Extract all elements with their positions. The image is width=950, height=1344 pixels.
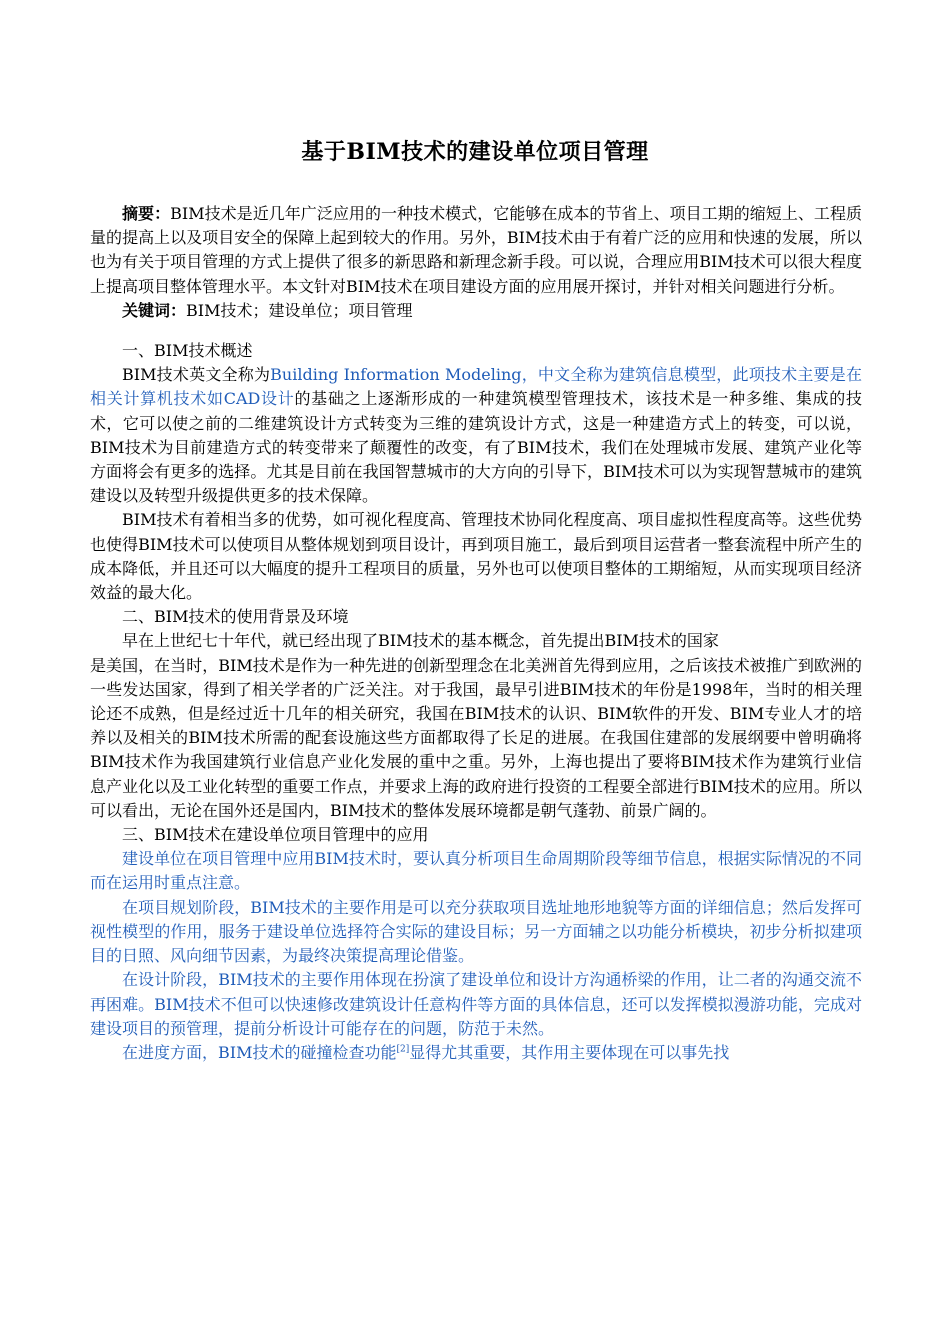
document-title: 基于BIM技术的建设单位项目管理 <box>301 139 649 165</box>
keywords-label: 关键词： <box>122 300 187 320</box>
section-1-paragraph-1 <box>90 363 862 508</box>
keywords-paragraph <box>90 299 862 323</box>
abstract-label: 摘要： <box>122 204 171 223</box>
abstract-text: BIM技术是近几年广泛应用的一种技术模式，它能够在成本的节省上、项目工期的缩短上、工程质量的提高上以及项目安全的保障上起到较大的作用。另外，BIM技术由于有着广泛的应用和快速的发展，所以也为有关于项目管理的方式上提供了很多的新思路和新理念新手段。可以说，合理应用BIM技术可以很大程度上提高项目整体管理水平。本文针对BIM技术在项目建设方面的应用展开探讨，并针对相关问题进行分析。 <box>90 204 862 296</box>
section-3-paragraph-2: 在项目规划阶段，BIM技术的主要作用是可以充分获取项目选址地形地貌等方面的详细信息；然后发挥可视性模型的作用，服务于建设单位选择符合实际的建设目标；另一方面辅之以功能分析模块，初步分析拟建项目的日照、风向细节因素，为最终决策提高理论借鉴。 <box>90 897 862 966</box>
section-3-paragraph-1: 建设单位在项目管理中应用BIM技术时，要认真分析项目生命周期阶段等细节信息，根据实际情况的不同而在运用时重点注意。 <box>90 849 862 893</box>
section-1-p1-pre: BIM技术英文全称为 <box>122 365 271 385</box>
section-1-p1-blue-text: Building Information Modeling，中文全称为建筑信息模型，此项技术主要是在相关计算机技术如CAD设计 <box>90 365 862 409</box>
section-1-heading: 一、BIM技术概述 <box>122 341 253 361</box>
section-3-p4-post: 显得尤其重要，其作用主要体现在可以事先找 <box>409 1042 730 1062</box>
section-3-heading: 三、BIM技术在建设单位项目管理中的应用 <box>122 825 429 845</box>
section-2-paragraph-1-rest: 是美国，在当时，BIM技术是作为一种先进的创新型理念在北美洲首先得到应用，之后该技术被推广到欧洲的一些发达国家，得到了相关学者的广泛关注。对于我国，最早引进BIM技术的年份是1998年，当时的相关理论还不成熟，但是经过近十几年的相关研究，我国在BIM技术的认识、BIM软件的开发、BIM专业人才的培养以及相关的BIM技术所需的配套设施这些方面都取得了长足的进展。在我国住建部的发展纲要中曾明确将BIM技术作为我国建筑行业信息产业化发展的重中之重。另外，上海也提出了要将BIM技术作为建筑行业信息产业化以及工业化转型的重要工作点，并要求上海的政府进行投资的工程要全部进行BIM技术的应用。所以可以看出，无论在国外还是国内，BIM技术的整体发展环境都是朝气蓬勃、前景广阔的。 <box>90 655 862 820</box>
document-body <box>90 202 862 1065</box>
keywords-text: BIM技术；建设单位；项目管理 <box>186 300 413 320</box>
section-1-p1-post: 的基础之上逐渐形成的一种建筑模型管理技术，该技术是一种多维、集成的技术，它可以使之前的二维建筑设计方式转变为三维的建筑设计方式，这是一种建造方式上的转变，可以说，BIM技术为目前建造方式的转变带来了颠覆性的改变，有了BIM技术，我们在处理城市发展、建筑产业化等方面将会有更多的选择。尤其是目前在我国智慧城市的大方向的引导下，BIM技术可以为实现智慧城市的建筑建设以及转型升级提供更多的技术保障。 <box>90 389 862 506</box>
citation-reference: [2] <box>396 1044 410 1055</box>
section-1-paragraph-2: BIM技术有着相当多的优势，如可视化程度高、管理技术协同化程度高、项目虚拟性程度高等。这些优势也使得BIM技术可以使项目从整体规划到项目设计，再到项目施工，最后到项目运营者一整套流程中所产生的成本降低，并且还可以大幅度的提升工程项目的质量，另外也可以使项目整体的工期缩短，从而实现项目经济效益的最大化。 <box>90 510 862 603</box>
section-3-paragraph-4 <box>90 1041 862 1065</box>
section-2-paragraph-1-line-1: 早在上世纪七十年代，就已经出现了BIM技术的基本概念，首先提出BIM技术的国家 <box>122 631 719 651</box>
section-3-p4-pre: 在进度方面，BIM技术的碰撞检查功能 <box>122 1042 397 1062</box>
section-3-paragraph-3: 在设计阶段，BIM技术的主要作用体现在扮演了建设单位和设计方沟通桥梁的作用，让二者的沟通交流不再困难。BIM技术不但可以快速修改建筑设计任意构件等方面的具体信息，还可以发挥模拟漫游功能，完成对建设项目的预管理，提前分析设计可能存在的问题，防范于未然。 <box>90 970 862 1038</box>
spacer <box>90 323 862 339</box>
section-2-heading: 二、BIM技术的使用背景及环境 <box>122 607 349 627</box>
abstract-paragraph <box>90 202 862 299</box>
